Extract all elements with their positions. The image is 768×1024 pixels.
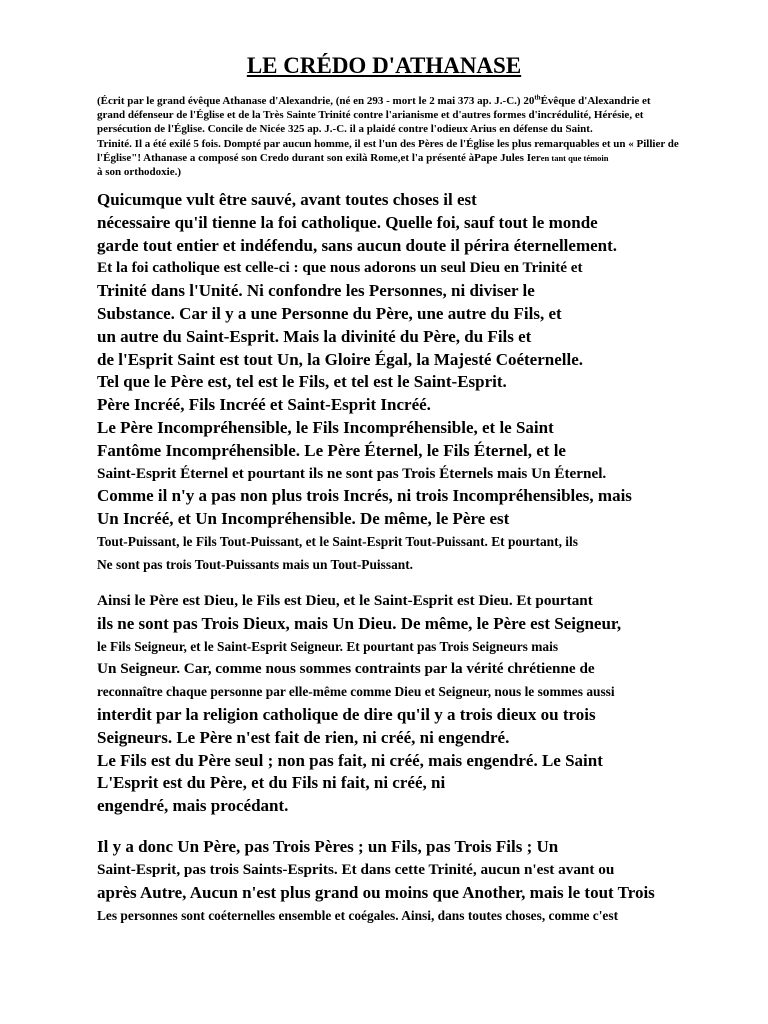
text-line: Le Fils est du Père seul ; non pas fait, ni créé, mais engendré. Le Saint xyxy=(97,750,603,770)
text-line: interdit par la religion catholique de dire qu'il y a trois dieux ou trois xyxy=(97,704,596,724)
text-line: Saint-Esprit, pas trois Saints-Esprits. Et dans cette Trinité, aucun n'est avant ou xyxy=(97,861,615,878)
paragraph-2 xyxy=(97,590,621,818)
intro-line: grand défenseur de l'Église et de la Très Sainte Trinité contre l'arianisme et d'autres formes d'incrédulité, Hérésie, et xyxy=(97,109,644,122)
intro-text: l'Église"! Athanase a composé son Credo durant son exilà Rome,et l'a présenté àPape Jules Ier xyxy=(97,151,541,164)
intro-note xyxy=(97,94,757,179)
text-line: après Autre, Aucun n'est plus grand ou moins que Another, mais le tout Trois xyxy=(97,883,655,902)
text-line: de l'Esprit Saint est tout Un, la Gloire Égal, la Majesté Coéternelle. xyxy=(97,349,584,369)
intro-line: Trinité. Il a été exilé 5 fois. Dompté par aucun homme, il est l'un des Pères de l'Église les plus remarquables et un « Pillier de xyxy=(97,137,679,150)
text-line: Le Père Incompréhensible, le Fils Incompréhensible, et le Saint xyxy=(97,417,554,437)
text-line: Les personnes sont coéternelles ensemble et coégales. Ainsi, dans toutes choses, comme c'est xyxy=(97,908,619,923)
text-line: Saint-Esprit Éternel et pourtant ils ne sont pas Trois Éternels mais Un Éternel. xyxy=(97,464,607,482)
text-line: Père Incréé, Fils Incréé et Saint-Esprit Incréé. xyxy=(97,395,431,415)
text-line: Il y a donc Un Père, pas Trois Pères ; un Fils, pas Trois Fils ; Un xyxy=(97,837,559,856)
intro-line xyxy=(97,94,757,108)
ordinal-superscript: th xyxy=(534,93,541,102)
text-line: reconnaître chaque personne par elle-même comme Dieu et Seigneur, nous le sommes aussi xyxy=(97,684,615,700)
text-line: ils ne sont pas Trois Dieux, mais Un Dieu. De même, le Père est Seigneur, xyxy=(97,613,622,633)
document-title-text: LE CRÉDO D'ATHANASE xyxy=(246,53,522,78)
intro-text: Évêque d'Alexandrie et xyxy=(540,95,651,107)
text-line: Ne sont pas trois Tout-Puissants mais un Tout-Puissant. xyxy=(97,556,414,572)
intro-line xyxy=(97,151,757,165)
text-line: garde tout entier et indéfendu, sans aucun doute il périra éternellement. xyxy=(97,235,618,255)
text-line: Substance. Car il y a une Personne du Père, une autre du Fils, et xyxy=(97,303,562,323)
text-line: Tel que le Père est, tel est le Fils, et tel est le Saint-Esprit. xyxy=(97,372,507,392)
text-line: Comme il n'y a pas non plus trois Incrés, ni trois Incompréhensibles, mais xyxy=(97,486,632,506)
paragraph-1 xyxy=(97,189,632,577)
text-line: nécessaire qu'il tienne la foi catholique. Quelle foi, sauf tout le monde xyxy=(97,212,598,232)
intro-line: à son orthodoxie.) xyxy=(97,166,182,179)
text-line: Un Seigneur. Car, comme nous sommes contraints par la vérité chrétienne de xyxy=(97,660,595,678)
document-title xyxy=(0,53,768,79)
text-line: Et la foi catholique est celle-ci : que nous adorons un seul Dieu en Trinité et xyxy=(97,259,583,277)
intro-small-text: en tant que témoin xyxy=(540,152,609,163)
paragraph-3 xyxy=(97,835,655,927)
text-line: L'Esprit est du Père, et du Fils ni fait, ni créé, ni xyxy=(97,773,446,793)
text-line: un autre du Saint-Esprit. Mais la divinité du Père, du Fils et xyxy=(97,326,532,346)
text-line: Ainsi le Père est Dieu, le Fils est Dieu, et le Saint-Esprit est Dieu. Et pourtant xyxy=(97,592,593,609)
text-line: Un Incréé, et Un Incompréhensible. De même, le Père est xyxy=(97,509,510,529)
intro-line: persécution de l'Église. Concile de Nicée 325 ap. J.-C. il a plaidé contre l'odieux Arius en défense du Saint. xyxy=(97,123,593,136)
text-line: le Fils Seigneur, et le Saint-Esprit Seigneur. Et pourtant pas Trois Seigneurs mais xyxy=(97,638,559,654)
text-line: Quicumque vult être sauvé, avant toutes choses il est xyxy=(97,190,477,209)
text-line: engendré, mais procédant. xyxy=(97,796,289,816)
text-line: Tout-Puissant, le Fils Tout-Puissant, et le Saint-Esprit Tout-Puissant. Et pourtant, ils xyxy=(97,533,578,549)
intro-text: (Écrit par le grand évêque Athanase d'Alexandrie, (né en 293 - mort le 2 mai 373 ap. J.-C.) 20 xyxy=(97,95,535,107)
text-line: Trinité dans l'Unité. Ni confondre les Personnes, ni diviser le xyxy=(97,281,535,301)
text-line: Fantôme Incompréhensible. Le Père Éternel, le Fils Éternel, et le xyxy=(97,440,566,460)
text-line: Seigneurs. Le Père n'est fait de rien, ni créé, ni engendré. xyxy=(97,727,510,747)
